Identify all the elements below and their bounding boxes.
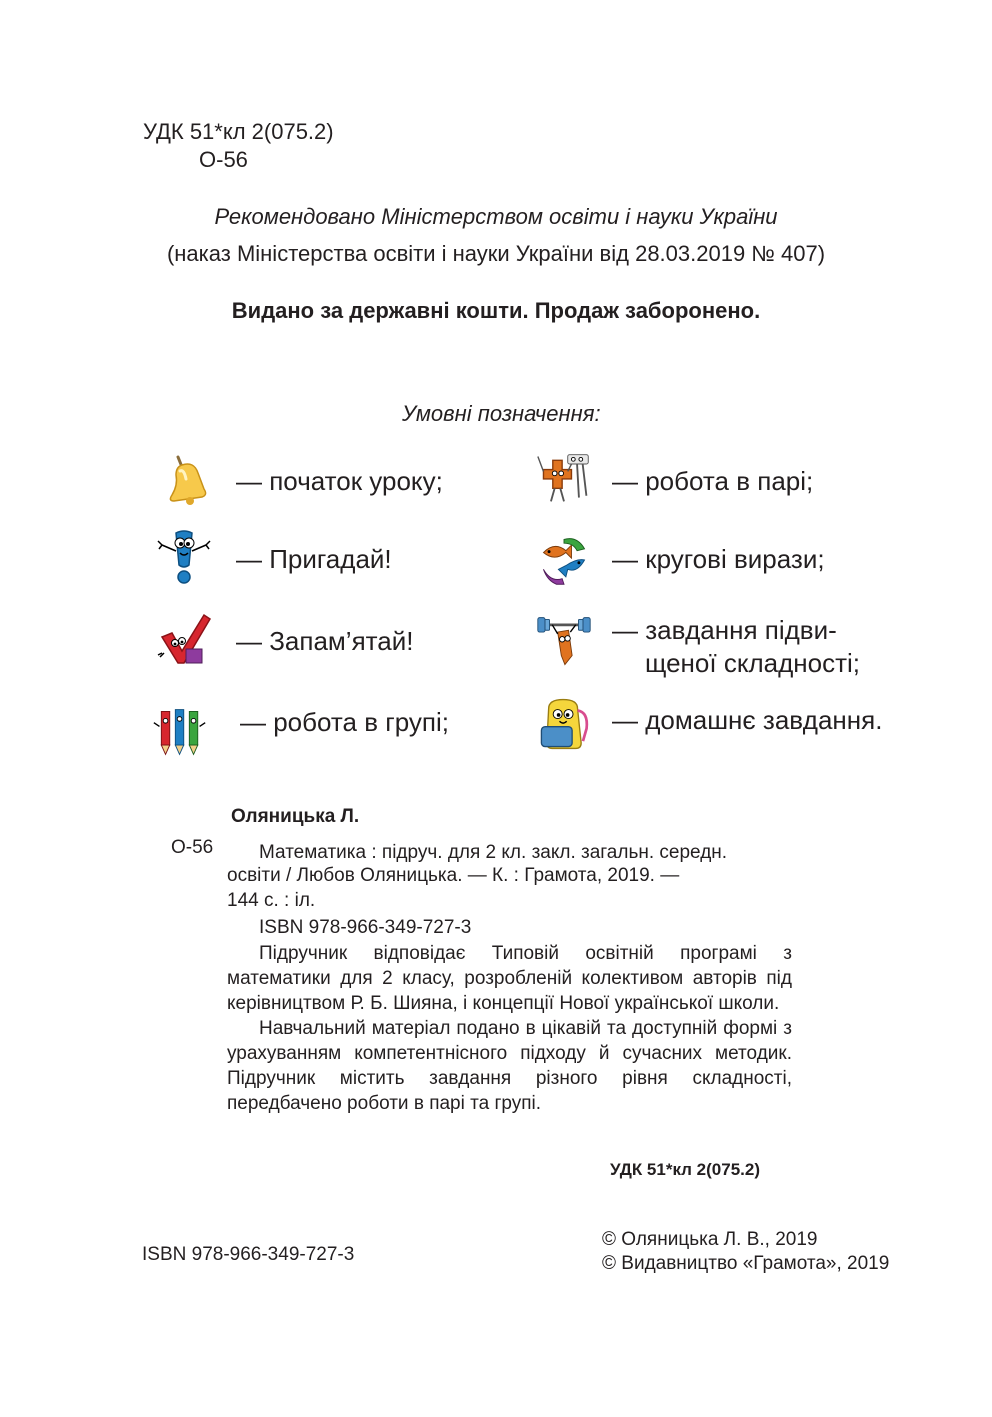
bibliography-author: Оляницька Л.: [231, 806, 360, 827]
recommendation-line-1: Рекомендовано Міністерством освіти і науки України: [214, 204, 778, 229]
bibliography-title-line-1: Математика : підруч. для 2 кл. закл. загальн. середн.: [259, 842, 728, 863]
legend-title: Умовні позначення:: [402, 401, 601, 426]
legend-item-advanced-tasks-line-2: щеної складності;: [645, 648, 861, 678]
bibliography-title-line-2: освіти / Любов Оляницька. — К. : Грамота, 2019. —: [227, 865, 680, 886]
legend-item-pair-work: — робота в парі;: [612, 466, 814, 496]
bibliography-pages: 144 с. : іл.: [227, 890, 316, 911]
bibliography-isbn: ISBN 978-966-349-727-3: [259, 917, 472, 938]
bbk-code: О-56: [199, 147, 248, 172]
exclamation-character-icon: [156, 527, 212, 587]
weightlifting-pencil-icon: [536, 612, 592, 672]
udc-code: УДК 51*кл 2(075.2): [143, 119, 334, 144]
plus-minus-pair-icon: [536, 448, 592, 508]
copyright-author: © Оляницька Л. В., 2019: [602, 1229, 818, 1250]
circle-fish-icon: [536, 530, 592, 590]
footer-isbn: ISBN 978-966-349-727-3: [142, 1244, 355, 1265]
backpack-icon: [536, 694, 592, 754]
state-funding-notice: Видано за державні кошти. Продаж заборонено.: [231, 298, 761, 323]
annotation-paragraph-2: Навчальний матеріал подано в цікавій та доступній формі з урахуванням компетентнісного підходу й сучасних методик. Підручник містить завдання різного рівня складності, передбачено роботи в парі та групі.: [227, 1018, 792, 1114]
bell-icon: [160, 449, 216, 509]
bibliography-udc: УДК 51*кл 2(075.2): [610, 1160, 761, 1179]
legend-item-lesson-start: — початок уроку;: [236, 466, 443, 496]
recommendation-line-2: (наказ Міністерства освіти і науки України від 28.03.2019 № 407): [166, 241, 826, 266]
legend-item-recall: — Пригадай!: [236, 544, 392, 574]
legend-item-group-work: — робота в групі;: [240, 707, 449, 737]
copyright-publisher: © Видавництво «Грамота», 2019: [602, 1253, 890, 1274]
bibliography-code: О-56: [171, 837, 214, 858]
pencils-group-icon: [152, 702, 208, 762]
annotation: [227, 941, 792, 1116]
legend-item-advanced-tasks-line-1: — завдання підви-: [612, 615, 837, 645]
legend-item-remember: — Запам’ятай!: [236, 626, 414, 656]
annotation-paragraph-1: Підручник відповідає Типовій освітній програмі з математики для 2 класу, розробленій колективом авторів під керівництвом Р. Б. Шияна, і концепції Нової української школи.: [227, 943, 792, 1014]
legend-item-homework: — домашнє завдання.: [612, 705, 883, 735]
checkmark-character-icon: [156, 609, 212, 669]
legend-item-circular-expressions: — кругові вирази;: [612, 544, 825, 574]
